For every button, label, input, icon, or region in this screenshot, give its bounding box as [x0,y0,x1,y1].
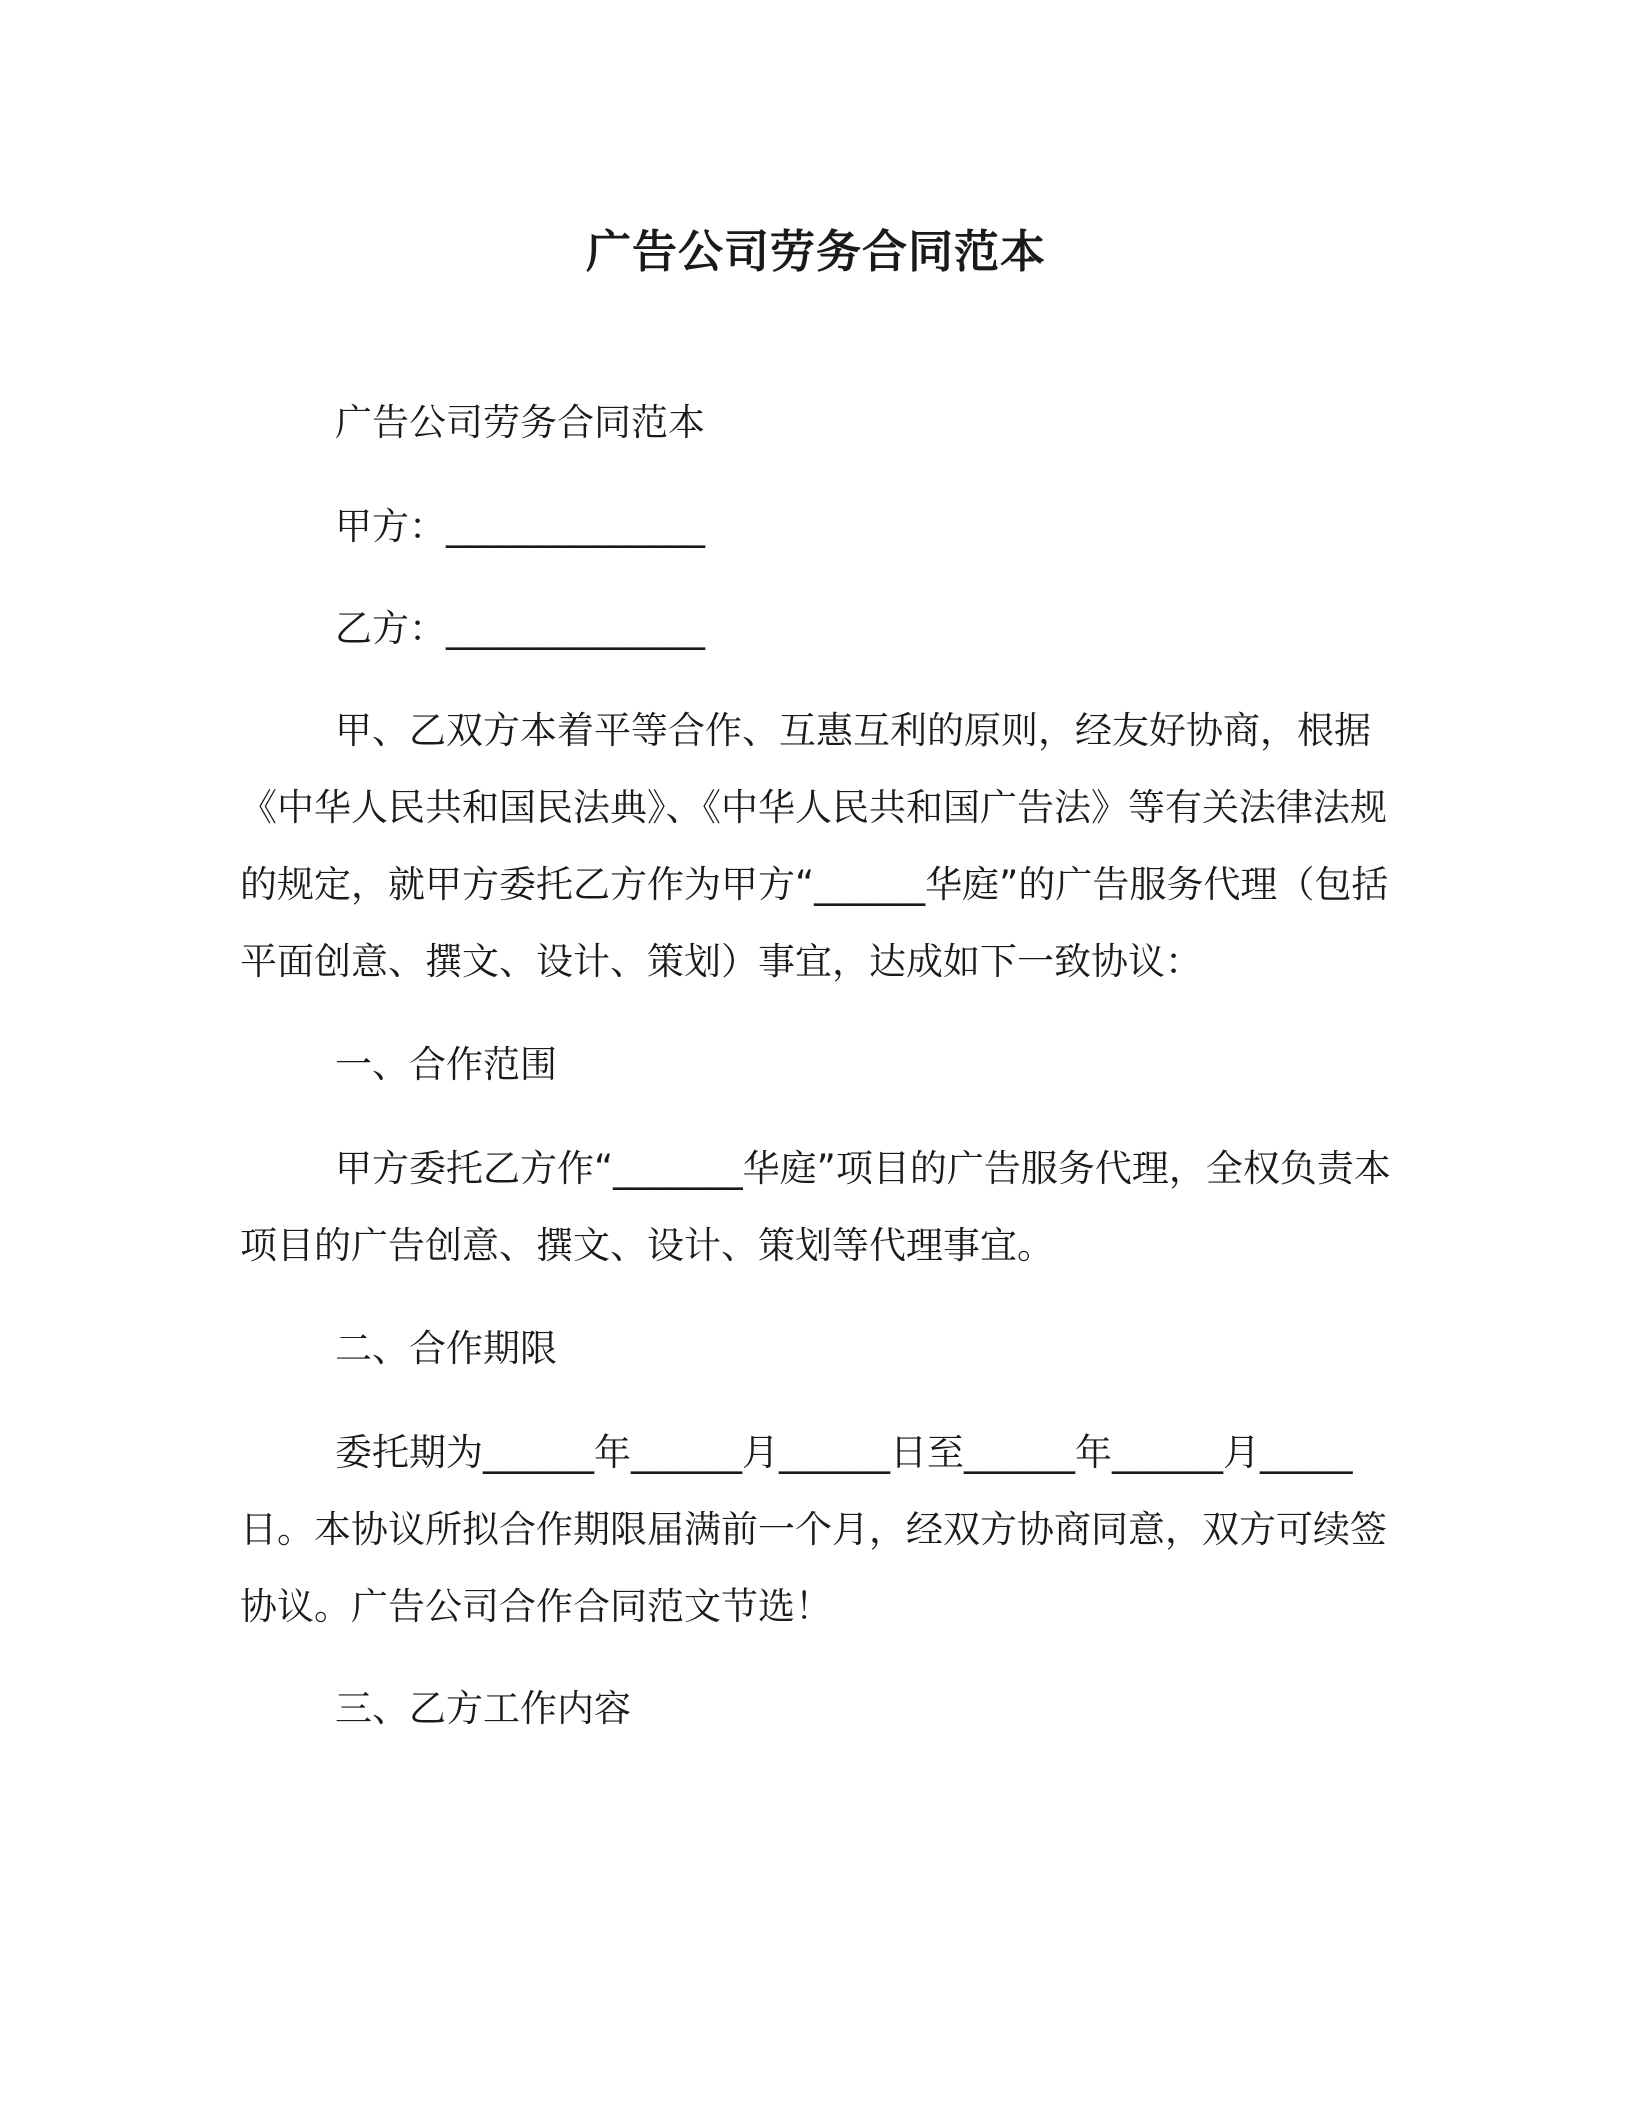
section-1-heading: 一、合作范围 [335,1043,557,1086]
section-2-body: 委托期为______年______月______日至______年______月_____日。本协议所拟合作期限届满前一个月，经双方协商同意，双方可续签协议。广告公司合作合同范文节选！ [240,1431,1387,1628]
document-title: 广告公司劳务合同范本 [585,225,1046,278]
document-subtitle: 广告公司劳务合同范本 [335,401,705,444]
section-1-body: 甲方委托乙方作“_______华庭”项目的广告服务代理，全权负责本项目的广告创意、撰文、设计、策划等代理事宜。 [240,1147,1391,1267]
section-3-heading: 三、乙方工作内容 [335,1687,631,1730]
section-2-heading: 二、合作期限 [335,1327,557,1370]
party-b-line: 乙方：______________ [335,607,705,650]
preamble-paragraph: 甲、乙双方本着平等合作、互惠互利的原则，经友好协商，根据《中华人民共和国民法典》、《中华人民共和国广告法》等有关法律法规的规定，就甲方委托乙方作为甲方“______华庭”的广告服务代理（包括平面创意、撰文、设计、策划）事宜，达成如下一致协议： [240,709,1389,983]
party-a-line: 甲方：______________ [335,505,705,548]
